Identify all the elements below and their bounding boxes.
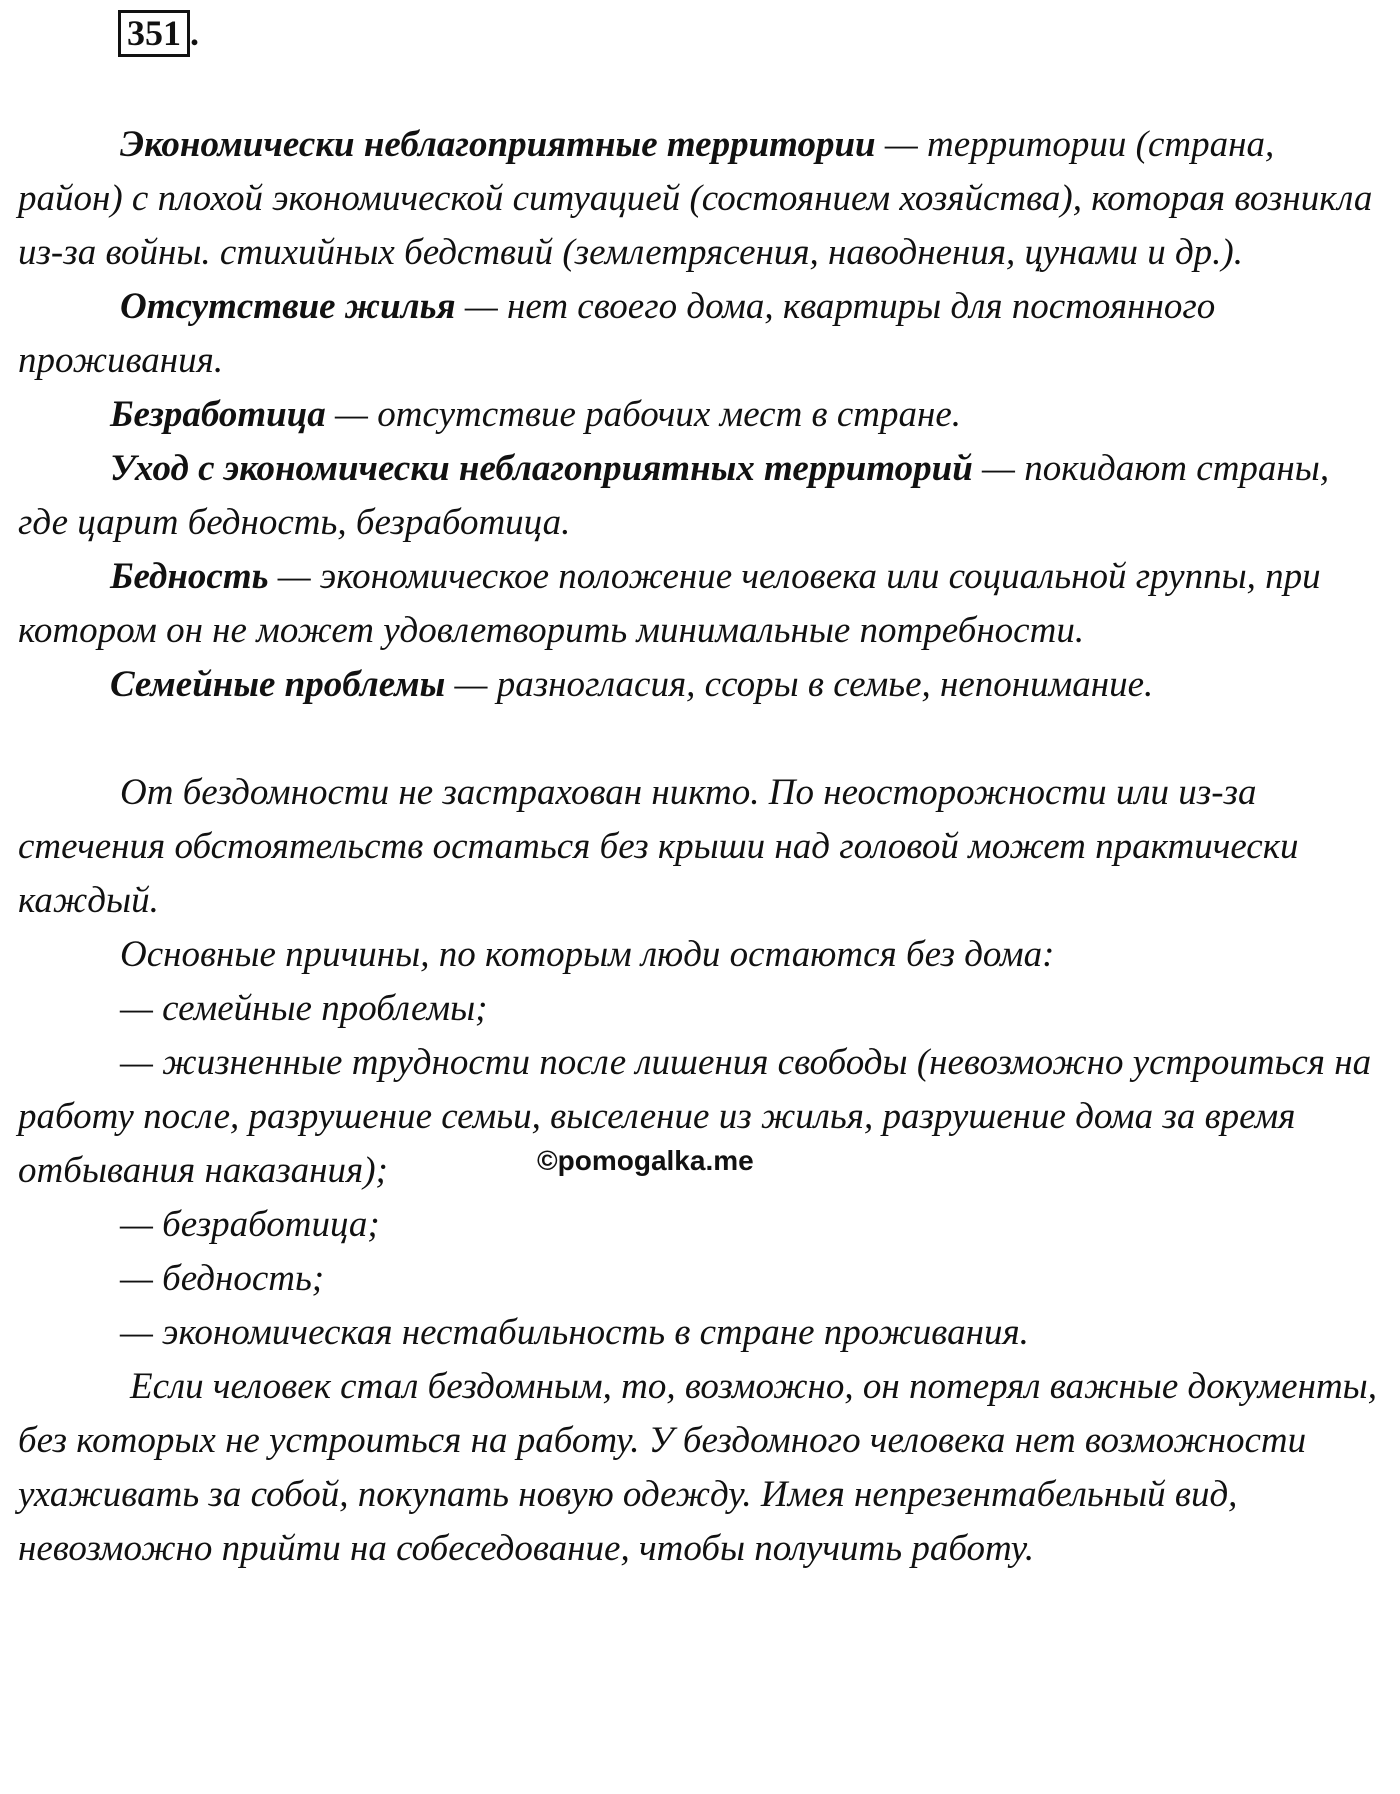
exercise-number-dot: . xyxy=(190,13,199,53)
definition-dash: — xyxy=(325,394,378,435)
paragraph-gap xyxy=(18,712,1388,766)
definition-leaving-territories xyxy=(18,442,1388,550)
definition-text: отсутствие рабочих мест в стране. xyxy=(377,394,962,435)
definition-poverty xyxy=(18,550,1388,658)
reason-item: — семейные проблемы; xyxy=(120,988,488,1029)
definition-family-problems xyxy=(18,658,1388,712)
reason-item: — безработица; xyxy=(120,1204,380,1245)
reason-item: — жизненные трудности после лишения свободы (невозможно устроиться на работу после, разрушение семьи, выселение из жилья, разрушение дома за время отбывания наказания); xyxy=(18,1042,1372,1191)
definition-term: Уход с экономически неблагоприятных территорий xyxy=(110,448,973,489)
exercise-number-box xyxy=(118,10,190,57)
document-body xyxy=(18,118,1388,1576)
definition-dash: — xyxy=(972,448,1025,489)
definition-term: Экономически неблагоприятные территории xyxy=(120,124,876,165)
definition-dash: — xyxy=(455,286,508,327)
definition-text: экономическое положение человека или социальной группы, при котором он не может удовлетворить минимальные потребности. xyxy=(18,556,1321,651)
definition-text: нет своего дома, квартиры для постоянного проживания. xyxy=(18,286,1216,381)
reason-item: — бедность; xyxy=(120,1258,325,1299)
definition-term: Семейные проблемы xyxy=(110,664,446,705)
definition-no-housing xyxy=(18,280,1388,388)
definition-term: Отсутствие жилья xyxy=(120,286,456,327)
definition-dash: — xyxy=(268,556,320,597)
definition-term: Безработица xyxy=(110,394,326,435)
conclusion-paragraph: Если человек стал бездомным, то, возможно, он потерял важные документы, без которых не устроиться на работу. У бездомного человека нет возможности ухаживать за собой, покупать новую одежду. Имея непрезентабельный вид, невозможно прийти на собеседование, чтобы получить работу. xyxy=(18,1366,1377,1569)
definition-text: разногласия, ссоры в семье, непонимание. xyxy=(496,664,1154,705)
exercise-number xyxy=(118,10,199,57)
definition-unemployment xyxy=(18,388,1388,442)
definition-dash: — xyxy=(445,664,497,705)
definition-text: территории (страна, xyxy=(927,124,1275,165)
reasons-heading: Основные причины, по которым люди остаются без дома: xyxy=(120,934,1055,975)
watermark: ©pomogalka.me xyxy=(537,1145,754,1176)
intro-paragraph: От бездомности не застрахован никто. По неосторожности или из-за стечения обстоятельств остаться без крыши над головой может практически каждый. xyxy=(18,772,1299,921)
reason-item: — экономическая нестабильность в стране проживания. xyxy=(120,1312,1029,1353)
definition-dash: — xyxy=(875,124,928,165)
definition-continuation: район) с плохой экономической ситуацией (состоянием хозяйства), которая возникла из-за войны. стихийных бедствий (землетрясения, наводнения, цунами и др.). xyxy=(18,178,1373,273)
definition-term: Бедность xyxy=(110,556,269,597)
definition-economically-unfavorable xyxy=(18,118,1388,172)
exercise-number-text: 351 xyxy=(127,13,181,53)
definition-text: покидают страны, где царит бедность, безработица. xyxy=(18,448,1330,543)
